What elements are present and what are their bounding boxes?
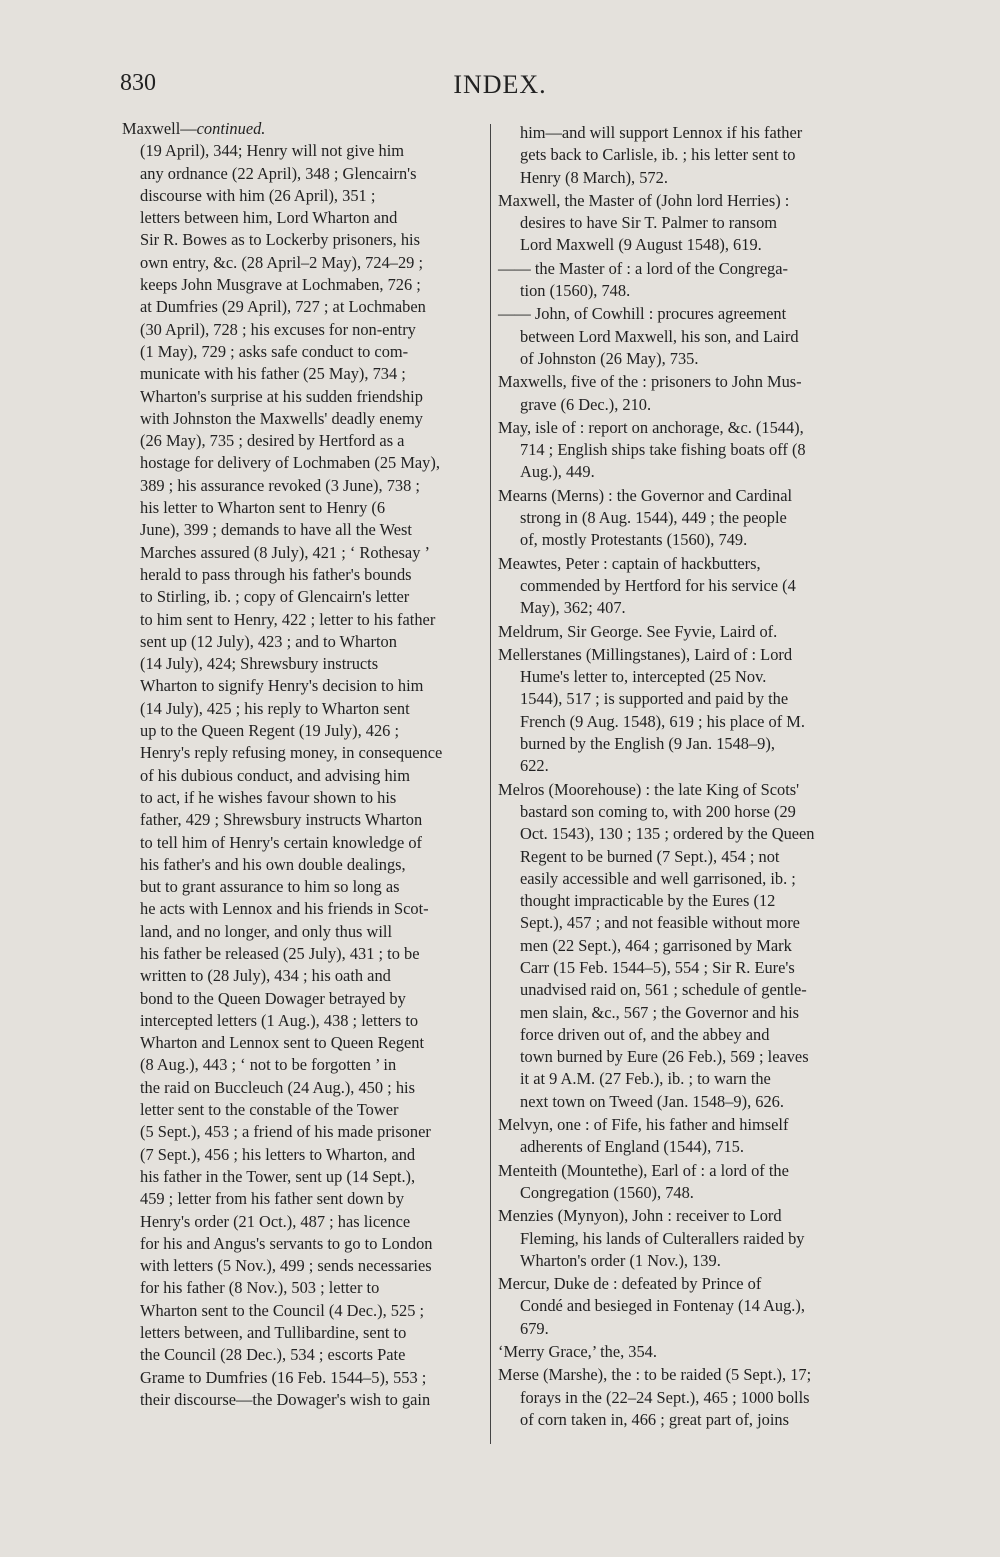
index-line: thought impracticable by the Eures (12 bbox=[520, 891, 776, 911]
index-line: between Lord Maxwell, his son, and Laird bbox=[520, 326, 799, 346]
index-line: Sept.), 457 ; and not feasible without more bbox=[520, 913, 800, 933]
heading-suffix: continued. bbox=[196, 119, 266, 138]
index-line: (19 April), 344; Henry will not give him bbox=[140, 141, 405, 161]
index-line: Lord Maxwell (9 August 1548), 619. bbox=[520, 235, 762, 255]
index-line: Mercur, Duke de : defeated by Prince of bbox=[498, 1274, 762, 1294]
index-line: for his and Angus's servants to go to London bbox=[140, 1233, 433, 1253]
index-line: 459 ; letter from his father sent down by bbox=[140, 1189, 405, 1209]
index-line: (30 April), 728 ; his excuses for non-entry bbox=[140, 319, 416, 339]
index-line: own entry, &c. (28 April–2 May), 724–29 ; bbox=[140, 252, 424, 272]
index-line: (26 May), 735 ; desired by Hertford as a bbox=[140, 431, 405, 451]
index-line: May, isle of : report on anchorage, &c. (1544), bbox=[498, 417, 804, 437]
index-line: strong in (8 Aug. 1544), 449 ; the people bbox=[520, 508, 787, 528]
index-entry bbox=[498, 1364, 880, 1431]
index-line: hostage for delivery of Lochmaben (25 May), bbox=[140, 453, 440, 473]
index-line: force driven out of, and the abbey and bbox=[520, 1024, 770, 1044]
index-line: Condé and besieged in Fontenay (14 Aug.), bbox=[520, 1296, 805, 1316]
index-line: Mearns (Merns) : the Governor and Cardinal bbox=[498, 485, 793, 505]
right-column bbox=[498, 122, 880, 1432]
index-line: Wharton's order (1 Nov.), 139. bbox=[520, 1250, 721, 1270]
index-line: Meldrum, Sir George. See Fyvie, Laird of. bbox=[498, 621, 778, 641]
index-line: of, mostly Protestants (1560), 749. bbox=[520, 530, 748, 550]
index-entry bbox=[498, 621, 880, 643]
index-line: the Council (28 Dec.), 534 ; escorts Pate bbox=[140, 1345, 406, 1365]
index-line: French (9 Aug. 1548), 619 ; his place of M. bbox=[520, 711, 805, 731]
index-line: 1544), 517 ; is supported and paid by the bbox=[520, 689, 789, 709]
index-line: of corn taken in, 466 ; great part of, joins bbox=[520, 1409, 790, 1429]
index-entry bbox=[498, 371, 880, 416]
index-line: grave (6 Dec.), 210. bbox=[520, 394, 652, 414]
index-entry bbox=[498, 553, 880, 620]
index-line: Congregation (1560), 748. bbox=[520, 1182, 694, 1202]
index-line: it at 9 A.M. (27 Feb.), ib. ; to warn the bbox=[520, 1069, 771, 1089]
index-line: gets back to Carlisle, ib. ; his letter sent to bbox=[520, 145, 796, 165]
index-line: his father in the Tower, sent up (14 Sept.), bbox=[140, 1166, 416, 1186]
index-line: (7 Sept.), 456 ; his letters to Wharton, and bbox=[140, 1144, 416, 1164]
page-number: 830 bbox=[120, 70, 156, 96]
index-line: he acts with Lennox and his friends in Scot- bbox=[140, 899, 429, 919]
index-line: desires to have Sir T. Palmer to ransom bbox=[520, 213, 778, 233]
left-column bbox=[122, 118, 486, 1411]
left-column-body bbox=[122, 140, 486, 1411]
index-line: Carr (15 Feb. 1544–5), 554 ; Sir R. Eure's bbox=[520, 957, 795, 977]
index-line: keeps John Musgrave at Lochmaben, 726 ; bbox=[140, 275, 421, 295]
index-line: town burned by Eure (26 Feb.), 569 ; leaves bbox=[520, 1047, 809, 1067]
index-line: the raid on Buccleuch (24 Aug.), 450 ; his bbox=[140, 1077, 415, 1097]
index-line: sent up (12 July), 423 ; and to Wharton bbox=[140, 631, 397, 651]
index-line: to Stirling, ib. ; copy of Glencairn's letter bbox=[140, 587, 410, 607]
index-line: Menzies (Mynyon), John : receiver to Lord bbox=[498, 1206, 782, 1226]
index-entry bbox=[498, 485, 880, 552]
index-line: bond to the Queen Dowager betrayed by bbox=[140, 988, 406, 1008]
running-head: INDEX. bbox=[453, 70, 547, 99]
index-line: of Johnston (26 May), 735. bbox=[520, 348, 699, 368]
index-line: herald to pass through his father's bounds bbox=[140, 564, 412, 584]
index-line: —— the Master of : a lord of the Congrega- bbox=[498, 258, 788, 278]
index-line: Sir R. Bowes as to Lockerby prisoners, his bbox=[140, 230, 420, 250]
index-line: up to the Queen Regent (19 July), 426 ; bbox=[140, 721, 400, 741]
index-line: of his dubious conduct, and advising him bbox=[140, 765, 410, 785]
index-entry bbox=[498, 417, 880, 484]
index-line: May), 362; 407. bbox=[520, 598, 626, 618]
index-line: Wharton to signify Henry's decision to him bbox=[140, 676, 424, 696]
index-line: with Johnston the Maxwells' deadly enemy bbox=[140, 408, 423, 428]
index-line: (1 May), 729 ; asks safe conduct to com- bbox=[140, 341, 409, 361]
index-line: June), 399 ; demands to have all the West bbox=[140, 520, 412, 540]
heading-name: Maxwell— bbox=[122, 119, 197, 138]
index-line: letters between, and Tullibardine, sent to bbox=[140, 1323, 407, 1343]
index-line: Merse (Marshe), the : to be raided (5 Sept.), 17; bbox=[498, 1365, 812, 1385]
index-line: Menteith (Mountethe), Earl of : a lord of the bbox=[498, 1160, 789, 1180]
index-line: Aug.), 449. bbox=[520, 462, 595, 482]
index-entry bbox=[498, 1205, 880, 1272]
index-line: (5 Sept.), 453 ; a friend of his made prisoner bbox=[140, 1122, 431, 1142]
index-line: unadvised raid on, 561 ; schedule of gentle- bbox=[520, 980, 807, 1000]
index-line: Melvyn, one : of Fife, his father and himself bbox=[498, 1115, 789, 1135]
index-line: to act, if he wishes favour shown to his bbox=[140, 787, 397, 807]
index-line: bastard son coming to, with 200 horse (29 bbox=[520, 801, 796, 821]
index-line: men slain, &c., 567 ; the Governor and his bbox=[520, 1002, 800, 1022]
index-line: 389 ; his assurance revoked (3 June), 738 ; bbox=[140, 475, 420, 495]
index-line: tion (1560), 748. bbox=[520, 281, 631, 301]
index-entry bbox=[498, 779, 880, 1113]
index-line: next town on Tweed (Jan. 1548–9), 626. bbox=[520, 1091, 784, 1111]
index-line: Henry's order (21 Oct.), 487 ; has licence bbox=[140, 1211, 411, 1231]
index-line: intercepted letters (1 Aug.), 438 ; letters to bbox=[140, 1010, 419, 1030]
index-line: his father be released (25 July), 431 ; to be bbox=[140, 943, 420, 963]
index-line: at Dumfries (29 April), 727 ; at Lochmaben bbox=[140, 297, 426, 317]
index-line: letters between him, Lord Wharton and bbox=[140, 208, 398, 228]
index-line: Fleming, his lands of Culterallers raided by bbox=[520, 1228, 805, 1248]
index-line: Grame to Dumfries (16 Feb. 1544–5), 553 ; bbox=[140, 1367, 427, 1387]
index-line: easily accessible and well garrisoned, ib. ; bbox=[520, 868, 796, 888]
index-entry bbox=[498, 1273, 880, 1340]
index-line: his father's and his own double dealings, bbox=[140, 854, 406, 874]
index-entry bbox=[498, 303, 880, 370]
index-line: their discourse—the Dowager's wish to gain bbox=[140, 1389, 431, 1409]
index-line: letter sent to the constable of the Tower bbox=[140, 1100, 399, 1120]
index-line: —— John, of Cowhill : procures agreement bbox=[498, 304, 787, 324]
index-line: ‘Merry Grace,’ the, 354. bbox=[498, 1342, 657, 1362]
index-line: Marches assured (8 July), 421 ; ‘ Rothesay ’ bbox=[140, 542, 430, 562]
index-line: burned by the English (9 Jan. 1548–9), bbox=[520, 734, 775, 754]
index-line: 622. bbox=[520, 756, 549, 776]
index-line: land, and no longer, and only thus will bbox=[140, 921, 392, 941]
index-line: Wharton sent to the Council (4 Dec.), 525 ; bbox=[140, 1300, 425, 1320]
index-line: commended by Hertford for his service (4 bbox=[520, 575, 796, 595]
index-line: for his father (8 Nov.), 503 ; letter to bbox=[140, 1278, 380, 1298]
index-entry bbox=[498, 122, 880, 189]
index-line: Oct. 1543), 130 ; 135 ; ordered by the Queen bbox=[520, 824, 815, 844]
index-line: his letter to Wharton sent to Henry (6 bbox=[140, 498, 386, 518]
index-line: Melros (Moorehouse) : the late King of Scots' bbox=[498, 779, 800, 799]
index-line: any ordnance (22 April), 348 ; Glencairn's bbox=[140, 163, 417, 183]
index-line: with letters (5 Nov.), 499 ; sends necessaries bbox=[140, 1256, 432, 1276]
index-line: to him sent to Henry, 422 ; letter to his father bbox=[140, 609, 436, 629]
index-entry bbox=[498, 1341, 880, 1363]
index-line: him—and will support Lennox if his father bbox=[520, 123, 803, 142]
index-line: Mellerstanes (Millingstanes), Laird of : Lord bbox=[498, 644, 793, 664]
entry-heading bbox=[122, 118, 486, 140]
index-line: Regent to be burned (7 Sept.), 454 ; not bbox=[520, 846, 780, 866]
index-line: written to (28 July), 434 ; his oath and bbox=[140, 966, 391, 986]
index-entry bbox=[498, 190, 880, 257]
index-line: men (22 Sept.), 464 ; garrisoned by Mark bbox=[520, 935, 792, 955]
index-line: (8 Aug.), 443 ; ‘ not to be forgotten ’ in bbox=[140, 1055, 397, 1075]
index-entry bbox=[498, 1114, 880, 1159]
index-line: to tell him of Henry's certain knowledge of bbox=[140, 832, 422, 852]
column-divider bbox=[490, 124, 491, 1444]
index-entry bbox=[498, 644, 880, 778]
index-line: Wharton's surprise at his sudden friendship bbox=[140, 386, 423, 406]
index-line: Wharton and Lennox sent to Queen Regent bbox=[140, 1033, 425, 1053]
index-line: discourse with him (26 April), 351 ; bbox=[140, 185, 376, 205]
index-line: 714 ; English ships take fishing boats off (8 bbox=[520, 440, 806, 460]
index-line: forays in the (22–24 Sept.), 465 ; 1000 bolls bbox=[520, 1387, 810, 1407]
index-line: Henry (8 March), 572. bbox=[520, 167, 668, 187]
index-entry bbox=[498, 258, 880, 303]
index-line: (14 July), 425 ; his reply to Wharton sent bbox=[140, 698, 410, 718]
index-line: adherents of England (1544), 715. bbox=[520, 1137, 744, 1157]
index-line: Maxwells, five of the : prisoners to John Mus- bbox=[498, 372, 802, 392]
index-line: municate with his father (25 May), 734 ; bbox=[140, 364, 406, 384]
index-line: father, 429 ; Shrewsbury instructs Wharton bbox=[140, 810, 423, 830]
index-line: Hume's letter to, intercepted (25 Nov. bbox=[520, 667, 767, 687]
index-line: but to grant assurance to him so long as bbox=[140, 877, 400, 897]
index-line: Henry's reply refusing money, in consequence bbox=[140, 743, 443, 763]
index-line: Maxwell, the Master of (John lord Herries) : bbox=[498, 190, 790, 210]
index-line: (14 July), 424; Shrewsbury instructs bbox=[140, 654, 379, 674]
index-line: Meawtes, Peter : captain of hackbutters, bbox=[498, 553, 761, 573]
index-line: 679. bbox=[520, 1318, 549, 1338]
index-entry bbox=[498, 1160, 880, 1205]
